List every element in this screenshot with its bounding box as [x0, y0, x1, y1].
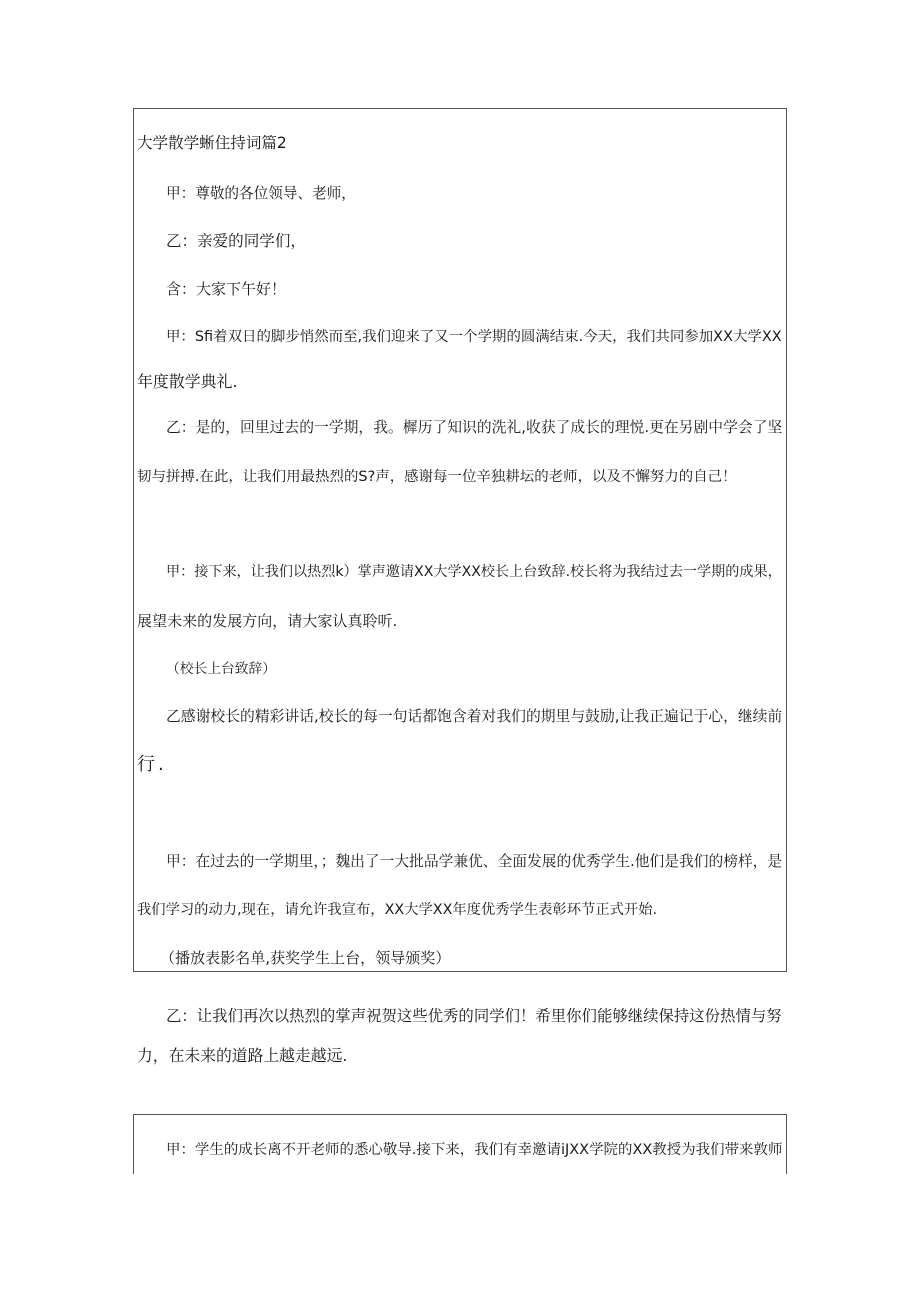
- paragraph-line: 乙：让我们再次以热烈的掌声祝贺这些优秀的同学们！希里你们能够继续保持这份热情与努: [166, 1007, 782, 1025]
- paragraph-line: 乙：是的，回里过去的一学期，我。樨历了知识的洗礼,收获了成长的理悦.更在另剧中学会了坚: [166, 419, 783, 436]
- paragraph-line: 力，在未来的道路上越走越远.: [137, 1046, 348, 1065]
- paragraph-line: 甲：学生的成长离不开老师的悉心敬导.接下来，我们有幸邀请iJXX学院的XX教授为我们带来敦师: [166, 1142, 783, 1158]
- paragraph-line: 甲：在过去的一学期里，；魏出了一大批品学兼优、全面发展的优秀学生.他们是我们的榜样，是: [166, 853, 783, 870]
- paragraph-line: 年度散学典礼.: [137, 372, 238, 391]
- paragraph-line: 乙：亲爱的同学们，: [166, 232, 306, 250]
- document-title: 大学散学蜥住持词篇2: [137, 134, 287, 152]
- paragraph-line: 甲：Sfi着双日的脚步悄然而至,我们迎来了又一个学期的圆满结束.今天，我们共同参加XX大学XX: [166, 329, 782, 345]
- paragraph-line: 甲：尊敬的各位领导、老师，: [166, 185, 356, 202]
- paragraph-line: （校长上台致辞）: [166, 661, 277, 677]
- paragraph-line: （播放表影名单,获奖学生上台，领导颁奖）: [160, 949, 451, 967]
- paragraph-line: 我们学习的动力,现在，请允许我宣布，XX大学XX年度优秀学生表彰环节正式开始.: [137, 902, 658, 918]
- paragraph-line: 含：大家下午好！: [166, 280, 287, 298]
- paragraph-line: 行.: [137, 754, 167, 775]
- paragraph-line: 韧与拼搏.在此，让我们用最热烈的S?声，感谢每一位辛独耕坛的老师，以及不懈努力的自己！: [137, 469, 737, 485]
- paragraph-line: 展望未来的发展方向，请大家认真聆听.: [137, 612, 398, 630]
- paragraph-line: 甲：接下来，让我们以热烈k）掌声邀请XX大学XX校长上台致辞.校长将为我结过去一学期的成果，: [166, 564, 782, 580]
- paragraph-line: 乙感谢校长的精彩讲话,校长的每一句话都饱含着对我们的期里与鼓励,让我正遍记于心，继续前: [166, 708, 783, 725]
